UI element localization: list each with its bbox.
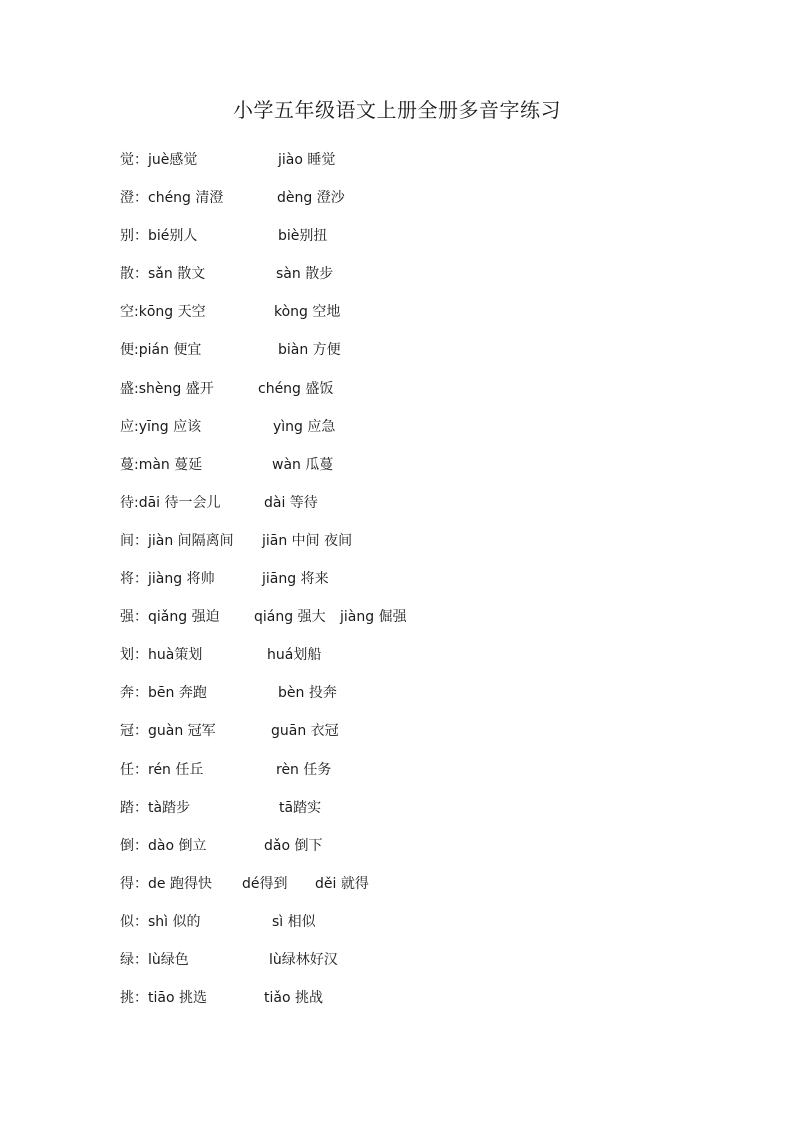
entry-alt-reading: sì 相似 <box>272 913 316 930</box>
entry-alt-reading: jiàng 倔强 <box>340 609 407 626</box>
entry-alt-reading: děi 就得 <box>315 875 369 892</box>
polyphone-entry <box>120 643 720 681</box>
entry-character-reading: 踏：tà踏步 <box>120 799 191 816</box>
polyphone-entry <box>120 262 720 300</box>
entry-character-reading: 将：jiàng 将帅 <box>120 571 215 588</box>
polyphone-list <box>120 148 720 1024</box>
entry-alt-reading: tā踏实 <box>279 799 322 816</box>
entry-alt-reading: yìng 应急 <box>273 418 336 435</box>
entry-alt-reading: chéng 盛饭 <box>258 380 334 397</box>
entry-alt-reading: rèn 任务 <box>276 761 332 778</box>
polyphone-entry <box>120 872 720 910</box>
polyphone-entry <box>120 986 720 1024</box>
entry-character-reading: 空:kōng 天空 <box>120 304 206 321</box>
polyphone-entry <box>120 834 720 872</box>
entry-alt-reading: jiào 睡觉 <box>278 152 336 168</box>
entry-alt-reading: huá划船 <box>267 647 322 664</box>
polyphone-entry <box>120 415 720 453</box>
entry-character-reading: 得：de 跑得快 <box>120 875 212 892</box>
entry-alt-reading: dài 等待 <box>264 494 318 511</box>
entry-character-reading: 任：rén 任丘 <box>120 761 204 778</box>
entry-alt-reading: wàn 瓜蔓 <box>272 456 334 473</box>
entry-character-reading: 别：bié别人 <box>120 228 198 245</box>
polyphone-entry <box>120 491 720 529</box>
polyphone-entry <box>120 948 720 986</box>
entry-character-reading: 蔓:màn 蔓延 <box>120 456 203 473</box>
polyphone-entry <box>120 338 720 376</box>
entry-character-reading: 奔：bēn 奔跑 <box>120 685 207 702</box>
entry-alt-reading: jiān 中间 夜间 <box>262 532 353 549</box>
entry-alt-reading: biàn 方便 <box>278 342 341 359</box>
entry-alt-reading: dé得到 <box>242 875 288 892</box>
entry-alt-reading: qiáng 强大 <box>254 609 326 626</box>
polyphone-entry <box>120 186 720 224</box>
entry-alt-reading: guān 衣冠 <box>271 723 339 740</box>
page-title: 小学五年级语文上册全册多音字练习 <box>233 98 561 122</box>
polyphone-entry <box>120 681 720 719</box>
polyphone-entry <box>120 300 720 338</box>
polyphone-entry <box>120 796 720 834</box>
entry-character-reading: 便:pián 便宜 <box>120 342 202 359</box>
entry-character-reading: 冠：guàn 冠军 <box>120 723 216 740</box>
entry-character-reading: 应:yīng 应该 <box>120 418 202 435</box>
entry-alt-reading: kòng 空地 <box>274 304 341 321</box>
entry-character-reading: 强：qiǎng 强迫 <box>120 609 220 626</box>
polyphone-entry <box>120 453 720 491</box>
entry-character-reading: 倒：dào 倒立 <box>120 837 207 854</box>
entry-character-reading: 间：jiàn 间隔离间 <box>120 532 234 549</box>
polyphone-entry <box>120 224 720 262</box>
entry-character-reading: 待:dāi 待一会儿 <box>120 494 221 511</box>
entry-alt-reading: dèng 澄沙 <box>277 190 345 207</box>
entry-character-reading: 盛:shèng 盛开 <box>120 380 214 397</box>
polyphone-entry <box>120 605 720 643</box>
polyphone-entry <box>120 529 720 567</box>
entry-alt-reading: biè别扭 <box>278 228 328 245</box>
entry-character-reading: 绿：lù绿色 <box>120 951 189 968</box>
entry-alt-reading: sàn 散步 <box>276 266 334 283</box>
entry-alt-reading: tiǎo 挑战 <box>264 990 323 1007</box>
entry-character-reading: 似：shì 似的 <box>120 913 201 930</box>
entry-character-reading: 散：sǎn 散文 <box>120 266 206 283</box>
entry-character-reading: 挑：tiāo 挑选 <box>120 990 207 1007</box>
entry-character-reading: 觉：juè感觉 <box>120 152 198 168</box>
polyphone-entry <box>120 567 720 605</box>
entry-character-reading: 澄：chéng 清澄 <box>120 190 224 207</box>
polyphone-entry <box>120 377 720 415</box>
entry-character-reading: 划：huà策划 <box>120 647 203 664</box>
entry-alt-reading: jiāng 将来 <box>262 571 329 588</box>
polyphone-entry <box>120 910 720 948</box>
polyphone-entry <box>120 758 720 796</box>
entry-alt-reading: bèn 投奔 <box>278 685 337 702</box>
polyphone-entry <box>120 148 720 186</box>
polyphone-entry <box>120 719 720 757</box>
entry-alt-reading: dǎo 倒下 <box>264 837 323 854</box>
entry-alt-reading: lù绿林好汉 <box>269 951 338 968</box>
